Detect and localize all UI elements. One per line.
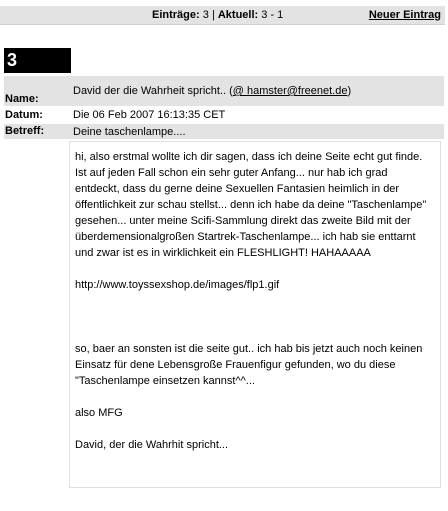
subject-row xyxy=(4,124,444,139)
email-close-paren: ) xyxy=(347,85,352,97)
message-paragraph-1: hi, also erstmal wollte ich dir sagen, dass ich deine Seite echt gut finde. Ist auf jeden Fall schon ein sehr guter Anfang... nur hab ich grad entdeckt, dass du gerne deine Sexuellen Fantasien heimlich in der öffentlichkeit zur schau stellst... denn ich habe da deine "Taschenlampe" gesehen... unter meine Scifi-Sammlung direkt das zweite Bild mit der überdemensionalgroßen Startrek-Taschenlampe... ich hab sie enttarnt und zwar ist es in wirklichkeit ein FLESHLIGHT! HAHAAAAA xyxy=(75,151,427,259)
entries-count: 3 xyxy=(202,9,209,21)
author-email-link[interactable]: @ hamster@freenet.de xyxy=(232,85,348,97)
entries-summary xyxy=(152,9,283,21)
name-label: Name: xyxy=(5,93,39,105)
date-label: Datum: xyxy=(5,109,43,121)
entry-number-badge: 3 xyxy=(4,48,71,73)
summary-separator: | xyxy=(211,9,215,21)
message-greeting: also MFG xyxy=(75,407,123,419)
author-name: David der die Wahrheit spricht.. xyxy=(73,85,227,97)
name-row xyxy=(4,76,444,106)
email-open-paren: ( xyxy=(229,85,233,97)
message-body xyxy=(69,141,441,488)
new-entry-link[interactable]: Neuer Eintrag xyxy=(368,9,441,21)
name-value-group xyxy=(73,85,351,97)
message-url: http://www.toyssexshop.de/images/flp1.gif xyxy=(75,279,280,291)
date-row xyxy=(4,108,444,122)
current-range: 3 - 1 xyxy=(261,9,284,21)
message-paragraph-2: so, baer an sonsten ist die seite gut.. ich hab bis jetzt auch noch keinen Einsatz für dene Lebensgroße Frauenfigur gefunden, wo du diese "Taschenlampe einsetzen kannst^^... xyxy=(75,343,423,387)
current-label: Aktuell: xyxy=(217,9,259,21)
message-signature: David, der die Wahrhit spricht... xyxy=(75,439,229,451)
subject-value: Deine taschenlampe.... xyxy=(73,126,186,138)
entries-label: Einträge: xyxy=(152,9,200,21)
date-value: Die 06 Feb 2007 16:13:35 CET xyxy=(73,109,226,121)
entries-toolbar xyxy=(0,6,445,25)
subject-label: Betreff: xyxy=(5,125,45,137)
